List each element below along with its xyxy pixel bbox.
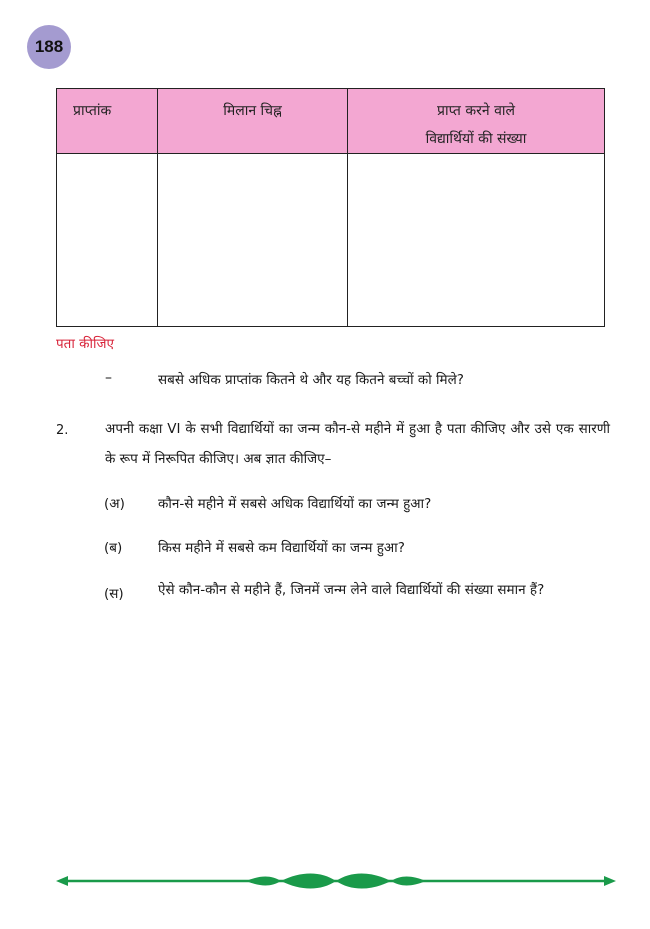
part-a-marker: (अ): [104, 496, 125, 512]
part-b-text: किस महीने में सबसे कम विद्यार्थियों का जन्म हुआ?: [158, 540, 405, 556]
table-cell-tally: [158, 154, 348, 327]
find-item-text: सबसे अधिक प्राप्तांक कितने थे और यह कितने बच्चों को मिले?: [158, 372, 464, 388]
part-c-text: ऐसे कौन-कौन से महीने हैं, जिनमें जन्म लेने वाले विद्यार्थियों की संख्या समान हैं?: [158, 582, 545, 598]
header-student-count-line1: प्राप्त करने वाले: [437, 103, 515, 119]
table-row: [57, 154, 605, 327]
header-student-count-line2: विद्यार्थियों की संख्या: [425, 131, 527, 147]
find-item-marker: –: [105, 370, 112, 386]
page-number-badge: [27, 25, 71, 69]
header-marks: प्राप्तांक: [57, 89, 158, 154]
decorative-divider: [56, 868, 616, 894]
part-c-marker: (स): [104, 586, 124, 602]
table-cell-count: [348, 154, 605, 327]
header-tally-marks: मिलान चिह्न: [158, 89, 348, 154]
question-number: 2.: [56, 423, 69, 438]
header-student-count: [348, 89, 605, 154]
table-cell-marks: [57, 154, 158, 327]
part-a-text: कौन-से महीने में सबसे अधिक विद्यार्थियों का जन्म हुआ?: [158, 496, 432, 512]
tally-table: [56, 88, 605, 327]
find-heading: पता कीजिए: [56, 336, 114, 352]
question-text: अपनी कक्षा VI के सभी विद्यार्थियों का जन्म कौन-से महीने में हुआ है पता कीजिए और उसे एक सारणी के रूप में निरूपित कीजिए। अब ज्ञात कीजिए–: [105, 421, 610, 467]
part-b-marker: (ब): [104, 540, 123, 556]
table-header-row: [57, 89, 605, 154]
page-number: 188: [34, 37, 64, 56]
